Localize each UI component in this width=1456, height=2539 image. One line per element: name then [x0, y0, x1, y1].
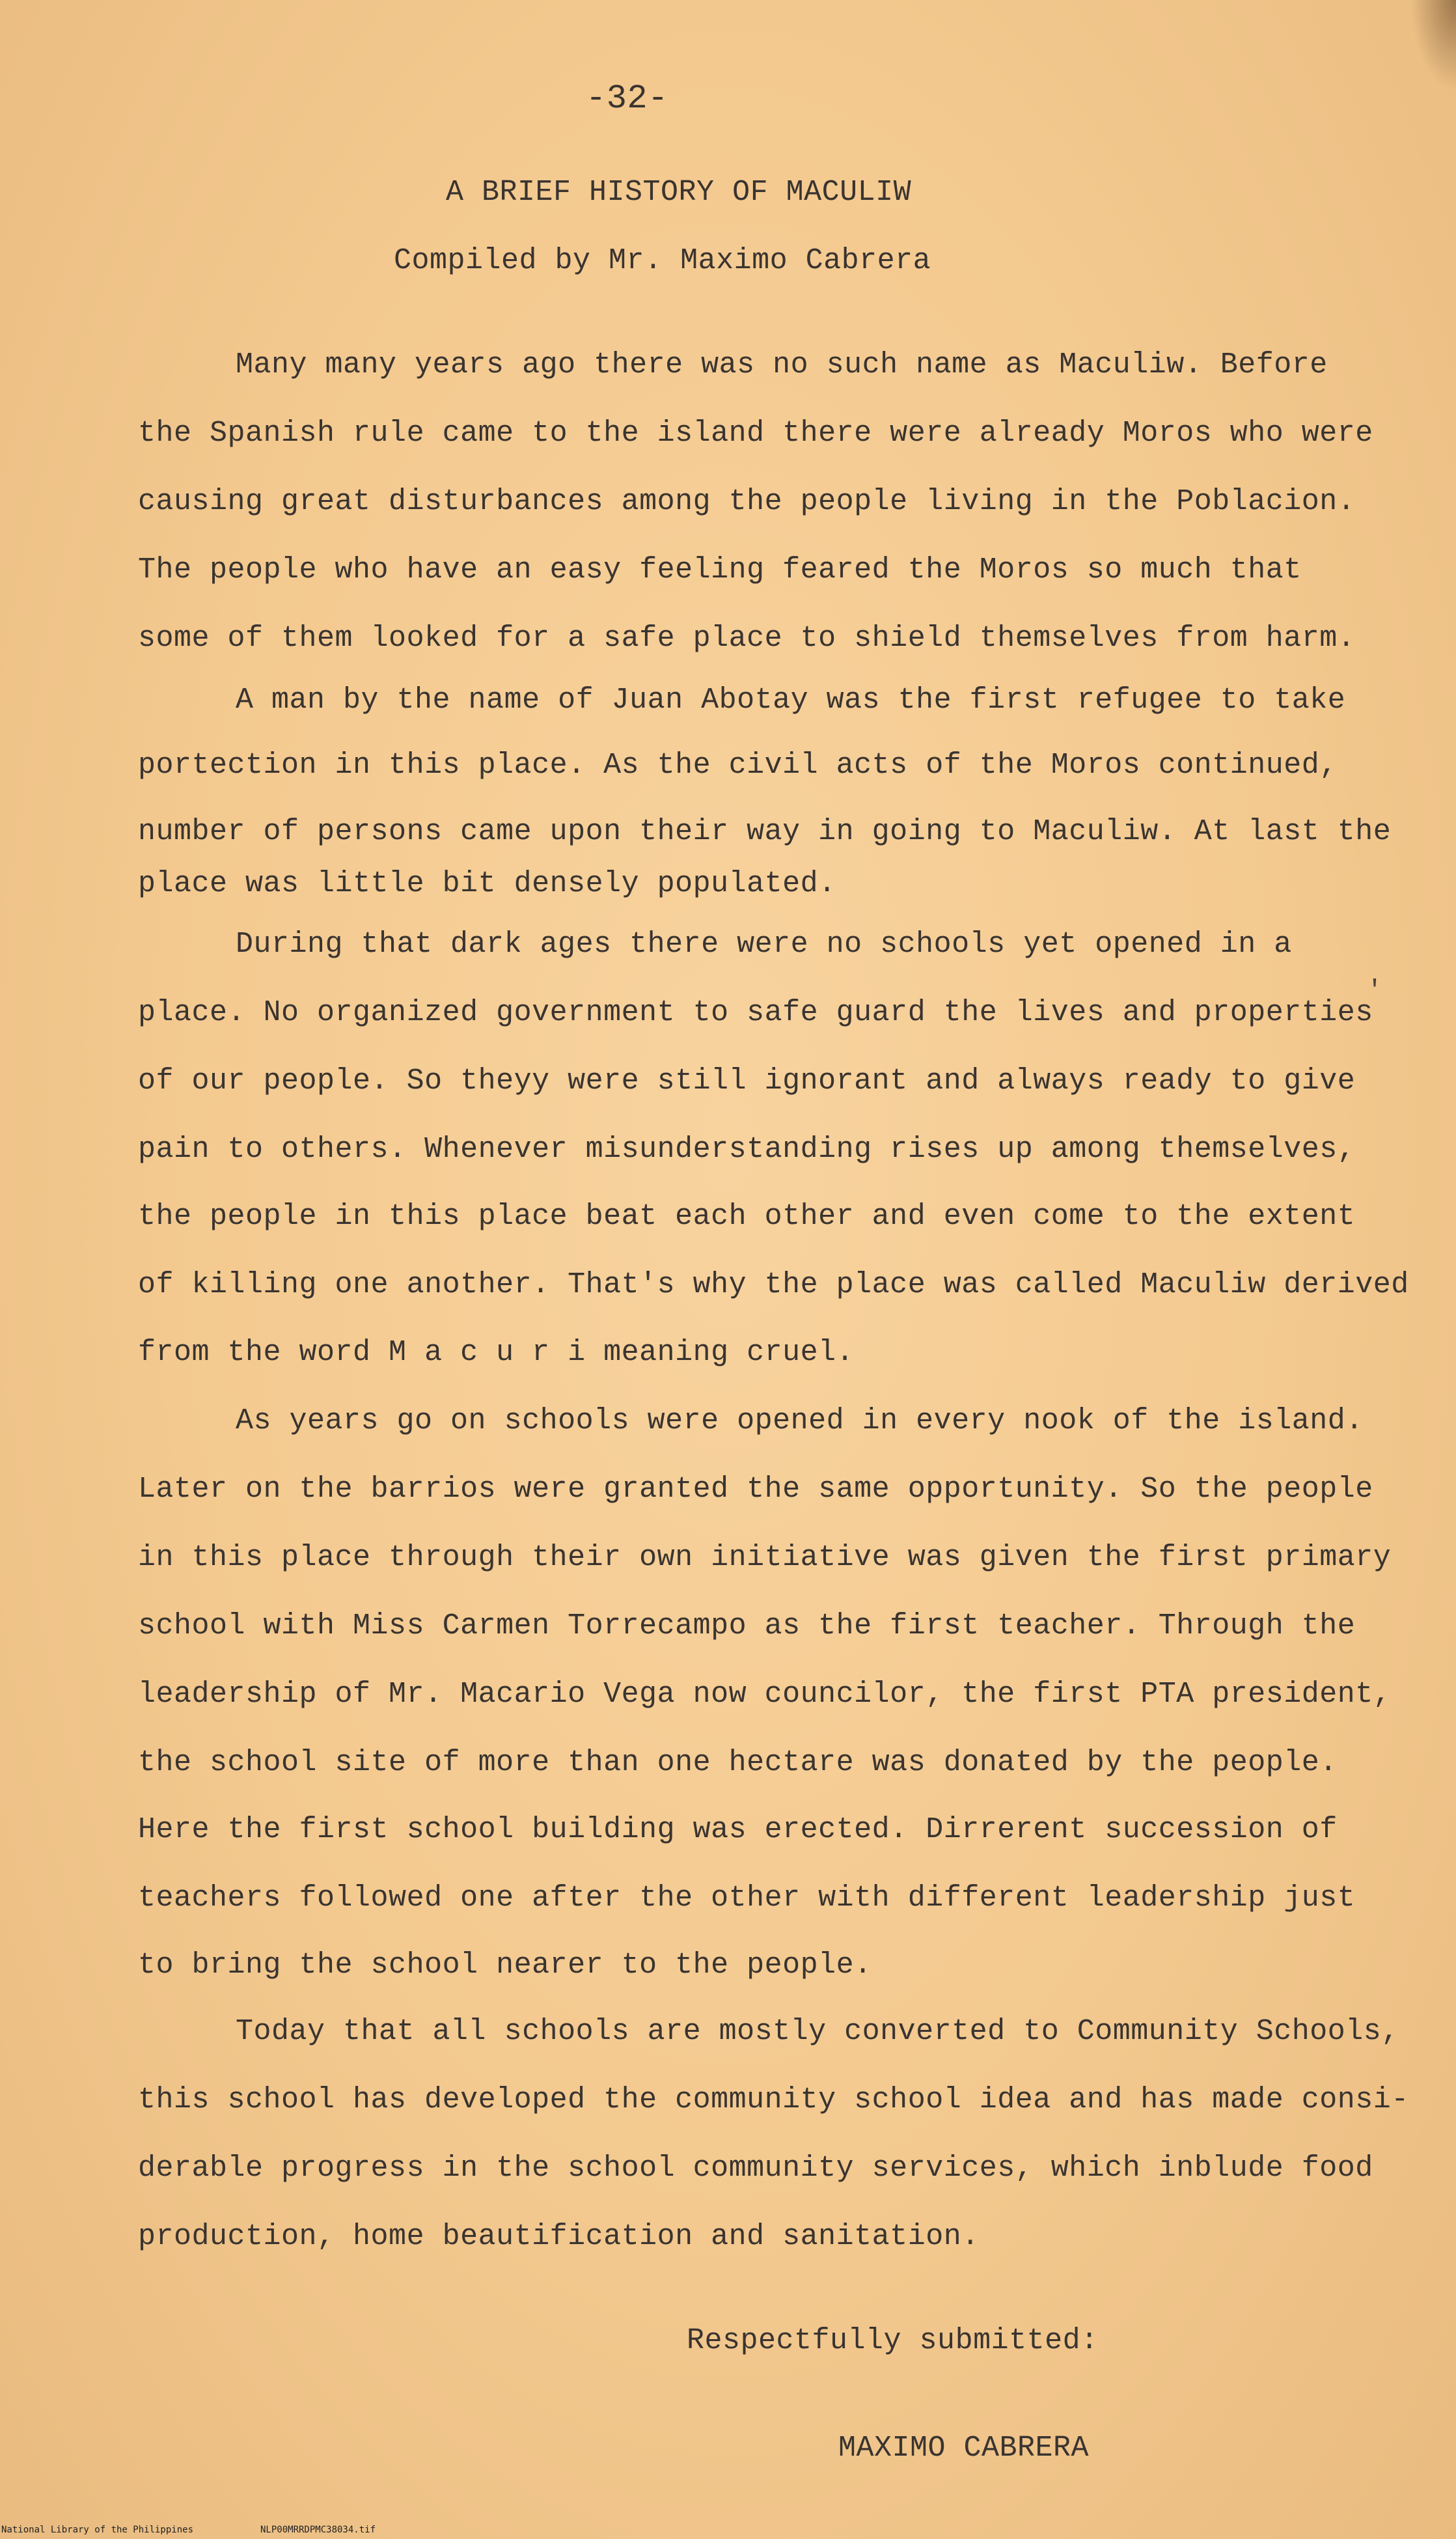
closing-line: Respectfully submitted: [687, 2324, 1099, 2357]
body-line: Today that all schools are mostly converted to Community Schools, [236, 2015, 1399, 2048]
body-line: The people who have an easy feeling feared the Moros so much that [138, 553, 1302, 587]
page-edge-shadow [1410, 0, 1456, 91]
body-line: place. No organized government to safe guard the lives and properties [138, 996, 1373, 1029]
body-line: derable progress in the school community services, which inblude food [138, 2152, 1373, 2185]
body-line: causing great disturbances among the people living in the Poblacion. [138, 485, 1356, 518]
body-line: A man by the name of Juan Abotay was the first refugee to take [236, 684, 1346, 717]
body-line: production, home beautification and sanitation. [138, 2220, 980, 2253]
file-name: NLP00MRRDPMC38034.tif [260, 2525, 376, 2535]
body-line: the Spanish rule came to the island there were already Moros who were [138, 417, 1373, 450]
body-line: As years go on schools were opened in every nook of the island. [236, 1404, 1364, 1437]
body-line: the school site of more than one hectare was donated by the people. [138, 1746, 1338, 1779]
body-line: the people in this place beat each other and even come to the extent [138, 1200, 1356, 1233]
body-line: from the word M a c u r i meaning cruel. [138, 1336, 855, 1369]
body-line: Many many years ago there was no such name as Maculiw. Before [236, 348, 1328, 382]
body-line: to bring the school nearer to the people. [138, 1949, 872, 1982]
body-line: number of persons came upon their way in going to Maculiw. At last the [138, 815, 1392, 848]
body-line: Here the first school building was erected. Dirrerent succession of [138, 1813, 1338, 1846]
archive-credit: National Library of the Philippines [1, 2525, 194, 2535]
body-line: During that dark ages there were no schools yet opened in a [236, 928, 1292, 961]
body-line: of our people. So theyy were still ignorant and always ready to give [138, 1064, 1356, 1098]
body-line: in this place through their own initiative was given the first primary [138, 1541, 1392, 1574]
body-line: school with Miss Carmen Torrecampo as the first teacher. Through the [138, 1609, 1356, 1643]
body-line: portection in this place. As the civil acts of the Moros continued, [138, 749, 1338, 782]
body-line: leadership of Mr. Macario Vega now councilor, the first PTA president, [138, 1678, 1392, 1711]
body-line: Later on the barrios were granted the same opportunity. So the people [138, 1473, 1373, 1506]
body-line: place was little bit densely populated. [138, 867, 836, 900]
body-line: pain to others. Whenever misunderstanding rises up among themselves, [138, 1133, 1356, 1166]
signature-name: MAXIMO CABRERA [838, 2432, 1090, 2465]
body-line: this school has developed the community school idea and has made consi- [138, 2083, 1409, 2116]
body-line: some of them looked for a safe place to shield themselves from harm. [138, 622, 1356, 655]
body-line: teachers followed one after the other with different leadership just [138, 1881, 1356, 1915]
document-byline: Compiled by Mr. Maximo Cabrera [394, 244, 931, 277]
document-title: A BRIEF HISTORY OF MACULIW [446, 176, 912, 209]
page-number: -32- [586, 79, 668, 118]
body-line: of killing one another. That's why the place was called Maculiw derived [138, 1268, 1409, 1301]
stray-pen-mark: ′ [1367, 977, 1383, 1006]
